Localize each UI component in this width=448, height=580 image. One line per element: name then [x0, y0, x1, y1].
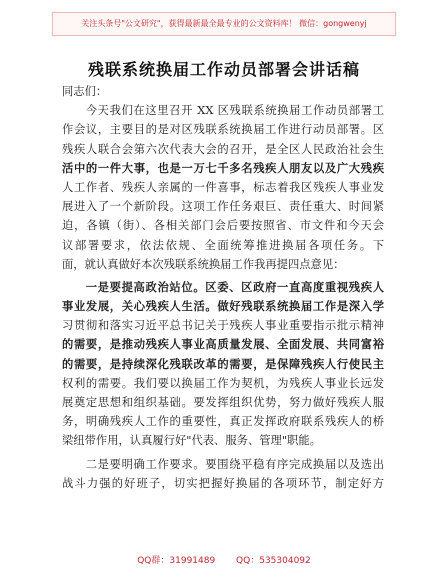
document-body	[62, 82, 384, 493]
document-title: 残联系统换届工作动员部署会讲话稿	[87, 60, 360, 79]
paragraph-line: 战斗力强的好班子，切实把握好换届的各项环节，制定好方	[62, 476, 384, 490]
paragraph-line: 活中的一件大事，也是一万七千多名残疾人朋友以及广大残疾	[62, 160, 384, 175]
header-banner: 关注头条号"公文研究"，获得最新最全最专业的公文资料库！ 微信：gongwenyj	[52, 12, 396, 36]
paragraph-line: 面，就认真做好本次残联系统换届工作我再提四点意见：	[62, 257, 345, 271]
paragraph-line: 事业发展，关心残疾人生活。做好残联系统换届工作是深入学	[62, 299, 384, 314]
paragraph-line: 习贯彻和落实习近平总书记关于残疾人事业重要指示批示精神	[62, 319, 384, 333]
paragraph-line: 的需要，是推动残疾人事业高质量发展、全面发展、共同富裕	[62, 337, 384, 352]
paragraph-line: 残疾人联合会第六次代表大会的召开，是全区人民政治社会生	[62, 142, 384, 156]
paragraph-line: 权利的需要。我们要以换届工作为契机，为残疾人事业长远发	[62, 376, 384, 390]
paragraph-line: 展奠定思想和组织基础。要发挥组织优势，努力做好残疾人服	[62, 396, 384, 409]
paragraph-line: 人工作者、残疾人亲属的一件喜事，标志着我区残疾人事业发	[62, 180, 384, 194]
paragraph-line: 二是要明确工作要求。要围绕平稳有序完成换届以及选出	[85, 457, 384, 471]
paragraph-line: 作会议，主要目的是对区残联系统换届工作进行动员部署。区	[62, 123, 384, 137]
paragraph-line: 一是要提高政治站位。区委、区政府一直高度重视残疾人	[85, 279, 384, 294]
paragraph-line: 梁纽带作用，认真履行好"代表、服务、管理"职能。	[62, 434, 321, 448]
paragraph-line: 今天我们在这里召开 XX 区残联系统换届工作动员部署工	[85, 104, 384, 118]
paragraph-line: 迫，各镇（街）、各相关部门会后要按照省、市文件和今天会	[62, 219, 384, 233]
greeting: 同志们：	[62, 85, 108, 98]
paragraph-line: 展进入了一个新阶段。这项工作任务艰巨、责任重大、时间紧	[62, 200, 384, 214]
footer-contact: QQ群：31991489 QQ：535304092	[137, 556, 311, 566]
paragraph-line: 的需要，是持续深化残联改革的需要，是保障残疾人行使民主	[62, 356, 384, 371]
paragraph-line: 务，明确残疾人工作的重要性，真正发挥政府联系残疾人的桥	[62, 415, 384, 429]
paragraph-line: 议部署要求，依法依规、全面统筹推进换届各项任务。下	[62, 238, 384, 252]
